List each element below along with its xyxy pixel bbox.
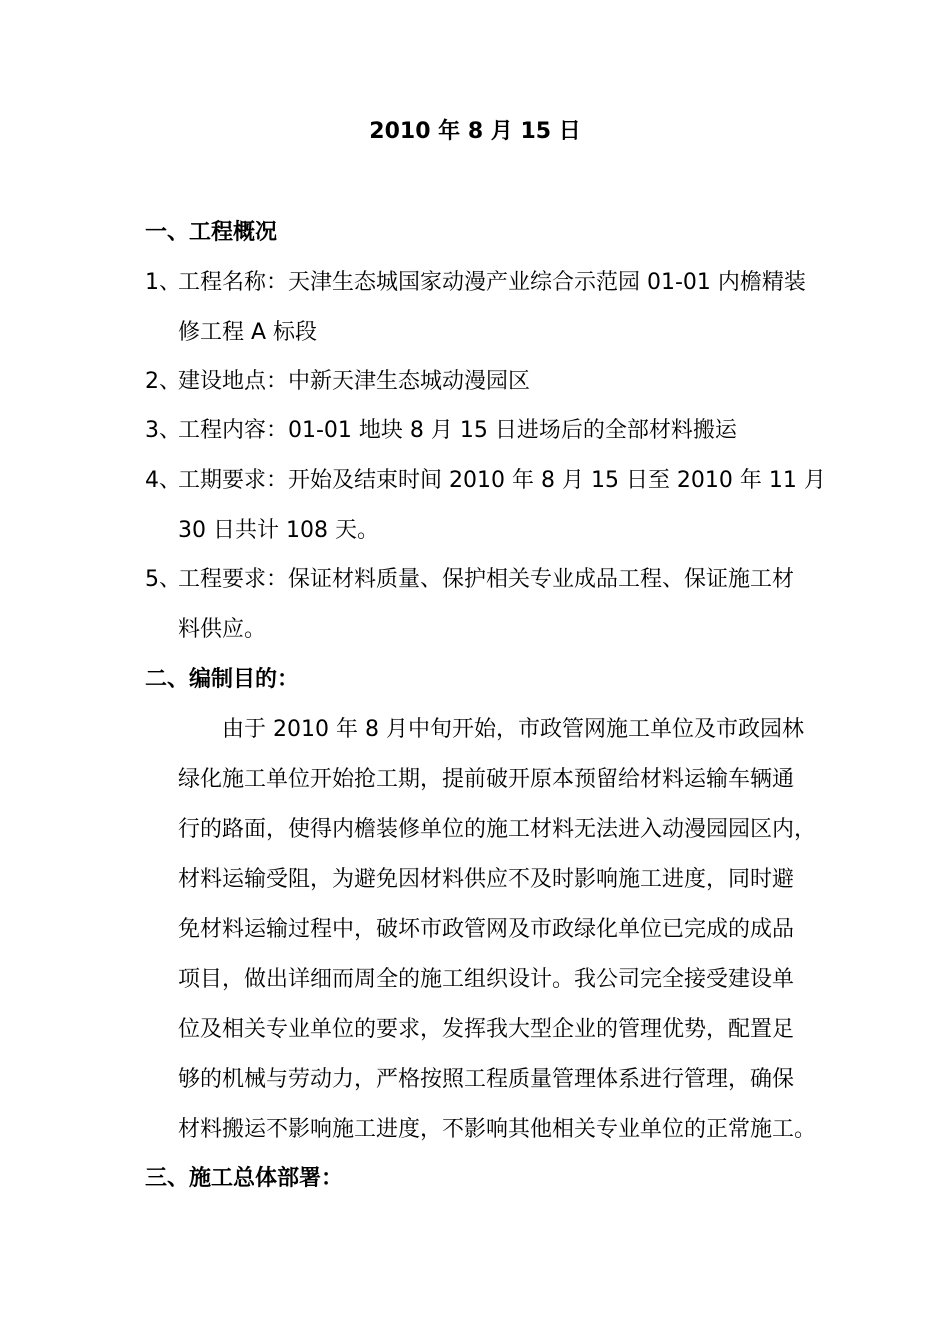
section-heading-deployment: 三、施工总体部署：	[145, 1166, 344, 1191]
list-item-text: 工期要求：开始及结束时间 2010 年 8 月 15 日至 2010 年 11 月	[178, 468, 826, 493]
list-item-text: 料供应。	[178, 617, 267, 642]
list-item-text: 修工程 A 标段	[178, 320, 318, 345]
paragraph-line: 绿化施工单位开始抢工期，提前破开原本预留给材料运输车辆通	[178, 767, 795, 792]
list-item-number: 1、	[145, 270, 181, 295]
paragraph-line: 材料运输受阻，为避免因材料供应不及时影响施工进度，同时避	[178, 867, 795, 892]
paragraph-line: 免材料运输过程中，破坏市政管网及市政绿化单位已完成的成品	[178, 917, 795, 942]
paragraph-line: 材料搬运不影响施工进度，不影响其他相关专业单位的正常施工。	[178, 1117, 817, 1142]
section-heading-overview: 一、工程概况	[145, 220, 278, 245]
list-item	[145, 258, 815, 358]
paragraph-line: 行的路面，使得内檐装修单位的施工材料无法进入动漫园园区内，	[178, 817, 817, 842]
list-item-text: 工程名称：天津生态城国家动漫产业综合示范园 01-01 内檐精装	[178, 270, 806, 295]
list-item-number: 2、	[145, 369, 181, 394]
paragraph-purpose	[178, 705, 818, 1155]
list-item-text: 工程要求：保证材料质量、保护相关专业成品工程、保证施工材	[178, 567, 795, 592]
list-item-number: 5、	[145, 567, 181, 592]
list-item-number: 4、	[145, 468, 181, 493]
list-item	[145, 555, 815, 655]
list-item-number: 3、	[145, 418, 181, 443]
paragraph-line: 位及相关专业单位的要求，发挥我大型企业的管理优势，配置足	[178, 1017, 795, 1042]
paragraph-line: 项目，做出详细而周全的施工组织设计。我公司完全接受建设单	[178, 967, 795, 992]
paragraph-line: 够的机械与劳动力，严格按照工程质量管理体系进行管理，确保	[178, 1067, 795, 1092]
list-item-text: 建设地点：中新天津生态城动漫园区	[178, 369, 531, 394]
list-item	[145, 357, 815, 407]
list-item	[145, 456, 826, 556]
section-heading-purpose: 二、编制目的：	[145, 667, 300, 692]
paragraph-line: 由于 2010 年 8 月中旬开始，市政管网施工单位及市政园林	[222, 717, 804, 742]
list-item-text: 工程内容：01-01 地块 8 月 15 日进场后的全部材料搬运	[178, 418, 737, 443]
document-date: 2010 年 8 月 15 日	[369, 119, 581, 144]
list-item	[145, 406, 815, 456]
list-item-text: 30 日共计 108 天。	[178, 518, 379, 543]
